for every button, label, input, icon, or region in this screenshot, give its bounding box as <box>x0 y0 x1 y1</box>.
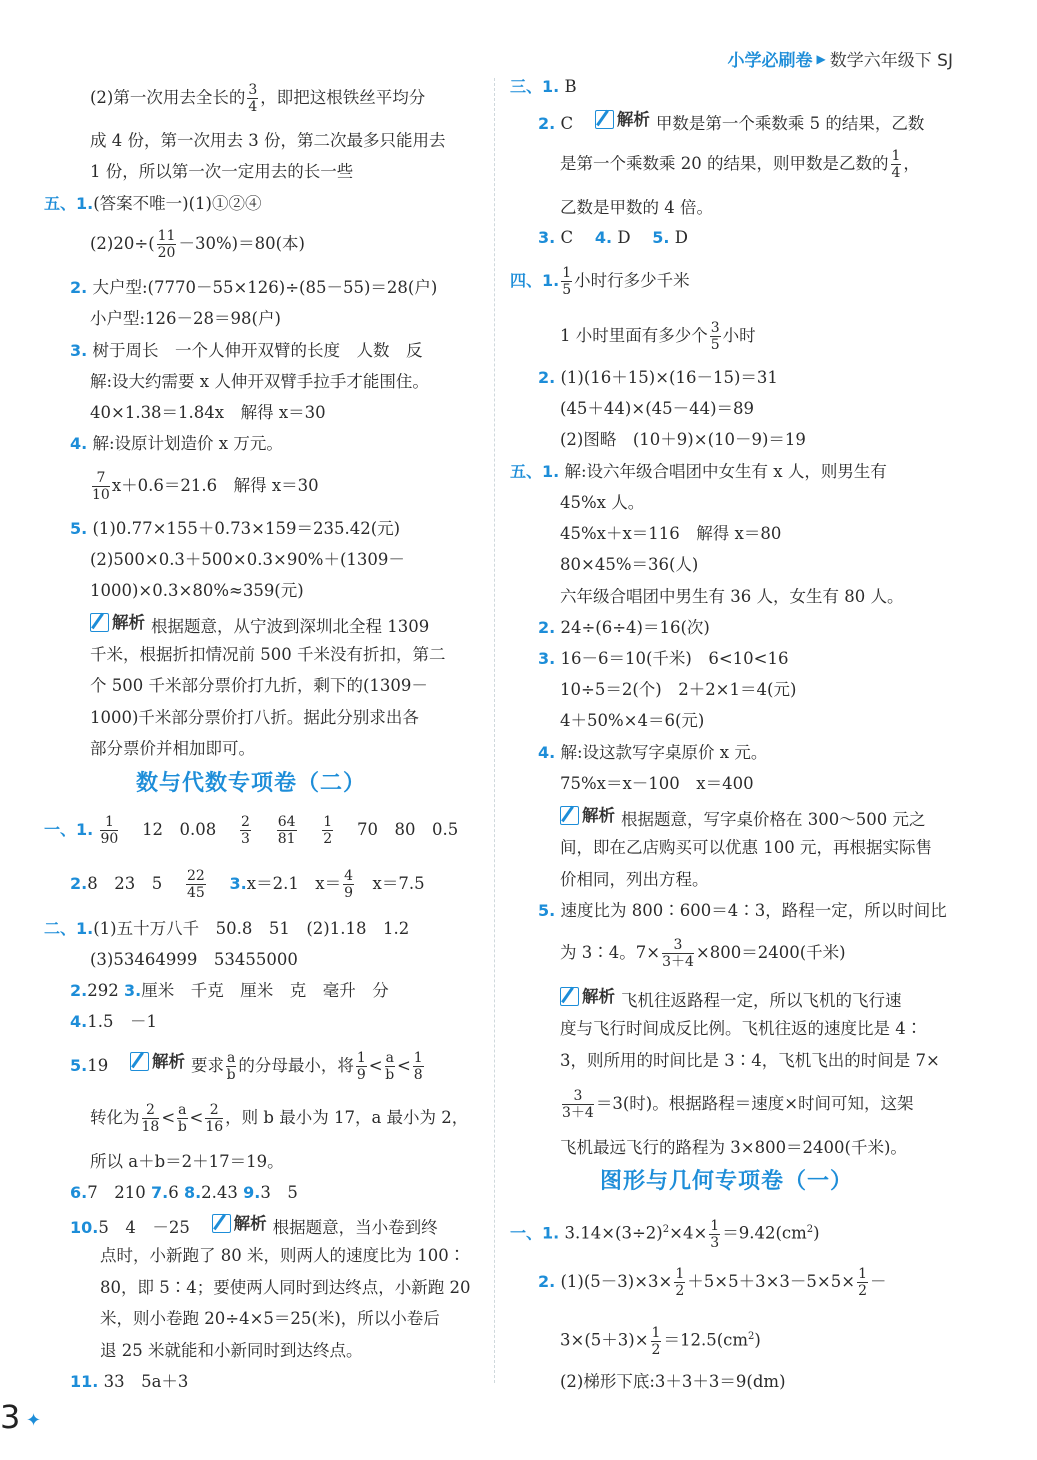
question-number: 4. <box>70 434 88 453</box>
question-number: 2. <box>538 618 556 637</box>
answer-line: (2)图略 (10＋9)×(10－9)＝19 <box>560 430 806 449</box>
answer-line: 1000)×0.3×80%≈359(元) <box>90 581 304 600</box>
answer-line: 45%x＋x＝116 解得 x＝80 <box>560 524 782 543</box>
fraction: $\frac{3}{4}$ <box>248 82 258 115</box>
page-number: 3 <box>0 1398 21 1436</box>
text: 8 23 5 <box>87 874 163 893</box>
text: 24÷(6÷4)＝16(次) <box>560 618 710 637</box>
text: 解:设原计划造价 x 万元。 <box>92 434 283 453</box>
analysis-line <box>90 607 429 642</box>
question-w-2 <box>538 612 710 643</box>
fraction: $\frac{2}{3}$ <box>241 814 250 847</box>
section-label: 四、 <box>510 271 543 290</box>
text: 大户型:(7770－55×126)÷(85－55)＝28(户) <box>92 278 438 297</box>
fraction: $\frac{a}{b}$ <box>226 1050 236 1083</box>
section-label: 三、 <box>510 77 543 96</box>
fraction: $\frac{1}{3}$ <box>710 1217 720 1251</box>
analysis-line: 度与飞行时间成反比例。飞机往返的速度比是 4∶ <box>560 1019 923 1038</box>
column-divider <box>494 78 495 1383</box>
question-number: 10. <box>70 1218 99 1237</box>
text: (1)五十万八千 50.8 51 (2)1.18 1.2 <box>93 919 410 938</box>
section-title: 数与代数专项卷（二） <box>136 771 367 796</box>
question-s-1 <box>510 71 577 102</box>
text: 292 <box>87 981 119 1000</box>
question-number: 5. <box>70 519 88 538</box>
answer-line: (2)梯形下底:3＋3＋3＝9(dm) <box>560 1372 786 1391</box>
question-number: 6. <box>70 1183 88 1202</box>
analysis-line <box>560 1088 914 1121</box>
analysis-badge: 解析 <box>212 1208 267 1239</box>
brand-name: 小学必刷卷 <box>727 51 813 71</box>
text: ) <box>813 1223 820 1243</box>
question-g-1 <box>510 1214 820 1251</box>
analysis-line: 个 500 千米部分票价打九折，剩下的(1309－ <box>90 676 428 695</box>
question-number: 2. <box>538 114 556 133</box>
question-4 <box>70 428 283 459</box>
answer-line <box>560 320 756 353</box>
analysis-line: 价相同，列出方程。 <box>560 870 709 889</box>
text: 7 210 <box>87 1183 146 1202</box>
analysis-line: 千米，根据折扣情况前 500 千米没有折扣，第二 <box>90 645 446 664</box>
text: 小时 <box>722 326 756 345</box>
question-number: 2. <box>538 368 556 387</box>
answer-line: 45%x 人。 <box>560 493 645 512</box>
analysis-badge: 解析 <box>595 104 650 135</box>
text: D <box>617 228 631 247</box>
sparkle-icon: ✦ <box>26 1410 42 1431</box>
question-e-10 <box>70 1208 438 1243</box>
question-number: 5. <box>652 228 670 247</box>
text: 3.14×(3÷2) <box>564 1223 663 1243</box>
fraction: $\frac{1}{2}$ <box>858 1266 867 1299</box>
analysis-line <box>560 800 925 835</box>
answer-line: (2)500×0.3＋500×0.3×90%＋(1309－ <box>90 550 405 569</box>
text: 根据题意，从宁波到深圳北全程 1309 <box>151 617 430 636</box>
question-number: 11. <box>70 1372 99 1391</box>
pencil-icon <box>130 1052 149 1071</box>
question-s-3-5 <box>538 222 688 253</box>
question-number: 3. <box>538 649 556 668</box>
text: 33 5a＋3 <box>103 1372 189 1391</box>
question-number: 1. <box>76 919 94 938</box>
text: 1.5 －1 <box>87 1012 157 1031</box>
text: ) <box>754 1330 761 1350</box>
page-header <box>728 46 953 71</box>
fraction: $\frac{7}{10}$ <box>92 470 110 503</box>
text: ，则 b 最小为 17，a 最小为 2， <box>225 1108 469 1127</box>
question-w-4 <box>538 737 767 768</box>
answer-line <box>560 1321 761 1358</box>
question-number: 4. <box>594 228 613 247</box>
text: 解:设六年级合唱团中女生有 x 人，则男生有 <box>564 462 887 481</box>
text: ×800＝2400(千米) <box>695 943 846 962</box>
text: B <box>564 77 577 96</box>
text: 5 4 －25 <box>98 1218 190 1237</box>
analysis-line: 80，即 5∶4；要使两人同时到达终点，小新跑 20 <box>100 1278 471 1297</box>
question-g-2 <box>538 1266 887 1299</box>
text: (2)20÷( <box>90 234 155 253</box>
question-number: 2. <box>70 981 88 1000</box>
question-f-1 <box>510 265 690 298</box>
question-number: 8. <box>183 1183 202 1202</box>
question-number: 1. <box>542 77 560 96</box>
text: ＝3(时)。根据路程＝速度×时间可知，这架 <box>595 1094 914 1113</box>
fraction: $\frac{a}{b}$ <box>385 1050 395 1083</box>
text: D <box>674 228 688 247</box>
text: x＋0.6＝21.6 解得 x＝30 <box>111 476 319 495</box>
answer-line: (45＋44)×(45－44)＝89 <box>560 399 755 418</box>
pencil-icon <box>90 613 109 632</box>
question-number: 1. <box>76 820 94 839</box>
text: 为 3∶4。7× <box>560 943 661 962</box>
section-label: 五、 <box>510 462 543 481</box>
text: 要求 <box>190 1056 224 1075</box>
question-number: 1. <box>542 462 560 481</box>
answer-line <box>90 228 305 261</box>
text: 3×(5＋3)× <box>560 1330 649 1350</box>
analysis-line: 1000)千米部分票价打八折。据此分别求出各 <box>90 708 419 727</box>
fraction: $\frac{a}{b}$ <box>177 1102 187 1135</box>
section-label: 一、 <box>510 1223 543 1243</box>
analysis-line: 间，即在乙店购买可以优惠 100 元，再根据实际售 <box>560 838 932 857</box>
answer-line: 40×1.38＝1.84x 解得 x＝30 <box>90 403 326 422</box>
question-number: 2. <box>70 278 88 297</box>
text: C <box>560 228 574 247</box>
analysis-line: 米，则小卷跑 20÷4×5＝25(米)，所以小卷后 <box>100 1309 440 1328</box>
answer-line: 4＋50%×4＝6(元) <box>560 711 705 730</box>
answer-line: 解:设大约需要 x 人伸开双臂手拉手才能围住。 <box>90 372 429 391</box>
question-2 <box>70 272 437 303</box>
question-e-6-9 <box>70 1177 298 1208</box>
analysis-badge: 解析 <box>560 981 615 1012</box>
fraction: $\frac{64}{81}$ <box>277 814 296 847</box>
question-number: 5. <box>70 1056 88 1075</box>
question-e-2-3 <box>70 975 389 1006</box>
question-number: 2. <box>538 1272 556 1291</box>
analysis-line: 退 25 米就能和小新同时到达终点。 <box>100 1341 363 1360</box>
fraction: $\frac{1}{90}$ <box>100 814 119 847</box>
superscript: 2 <box>806 1224 814 1235</box>
question-1-1 <box>44 814 458 847</box>
question-number: 9. <box>243 1183 261 1202</box>
text: (1)(5－3)×3× <box>560 1272 673 1291</box>
text: ×4× <box>669 1223 708 1243</box>
fraction: $\frac{1}{2}$ <box>675 1266 685 1299</box>
question-number: 1. <box>76 194 94 213</box>
answer-line <box>90 82 425 115</box>
question-number: 7. <box>150 1183 169 1202</box>
question-f-2 <box>538 362 778 393</box>
pencil-icon <box>560 806 579 825</box>
fraction: $\frac{1}{9}$ <box>356 1050 366 1083</box>
fraction: $\frac{2}{18}$ <box>141 1102 160 1135</box>
triangle-icon: ▶ <box>816 51 826 66</box>
text: 小时行多少千米 <box>574 271 690 290</box>
question-number: 3. <box>70 341 88 360</box>
pencil-icon <box>595 110 614 129</box>
text: 12 0.08 <box>142 820 217 839</box>
text: ＝9.42(cm <box>722 1223 807 1243</box>
text: －30%)＝80(本) <box>178 234 305 253</box>
text: 飞机往返路程一定，所以飞机的飞行速 <box>621 991 902 1010</box>
answer-line: 75%x＝x－100 x＝400 <box>560 774 754 793</box>
question-2-3 <box>70 868 425 901</box>
question-number: 3. <box>538 228 556 247</box>
question-number: 4. <box>538 743 556 762</box>
text: C <box>560 114 574 133</box>
answer-line: 六年级合唱团中男生有 36 人，女生有 80 人。 <box>560 587 904 606</box>
answer-line <box>560 937 846 970</box>
analysis-line: 部分票价并相加即可。 <box>90 739 255 758</box>
analysis-badge: 解析 <box>130 1046 185 1077</box>
question-e-4 <box>70 1006 157 1037</box>
question-e-11 <box>70 1366 188 1397</box>
text: － <box>870 1272 887 1291</box>
fraction: $\frac{4}{9}$ <box>344 868 354 901</box>
text: ＋5×5＋3×3－5×5× <box>687 1272 856 1291</box>
superscript: 2 <box>748 1331 755 1342</box>
answer-line: 80×45%＝36(人) <box>560 555 699 574</box>
fraction: $\frac{3}{5}$ <box>710 320 720 353</box>
text: 根据题意，写字桌价格在 300～500 元之 <box>621 810 926 829</box>
analysis-line: 点时，小新跑了 80 米，则两人的速度比为 100∶ <box>100 1246 466 1265</box>
fraction: $\frac{1}{8}$ <box>413 1050 423 1083</box>
text: (1)0.77×155＋0.73×159＝235.42(元) <box>92 519 401 538</box>
question-number: 1. <box>542 271 560 290</box>
analysis-badge: 解析 <box>560 800 615 831</box>
text: (2)第一次用去全长的 <box>90 88 246 107</box>
question-number: 4. <box>70 1012 88 1031</box>
text: 19 <box>87 1056 109 1075</box>
analysis-line: 所以 a＋b＝2＋17＝19。 <box>90 1152 284 1171</box>
text: (答案不唯一)(1)①②④ <box>93 194 262 213</box>
text: 速度比为 800∶600＝4∶3，路程一定，所以时间比 <box>560 901 947 920</box>
text: 1 小时里面有多少个 <box>560 326 708 345</box>
question-number: 1. <box>542 1223 560 1243</box>
question-e-1 <box>44 913 409 944</box>
analysis-line: 乙数是甲数的 4 倍。 <box>560 198 713 217</box>
fraction: $\frac{3}{3+4}$ <box>562 1088 594 1121</box>
question-5 <box>70 513 400 544</box>
superscript: 2 <box>662 1224 670 1235</box>
answer-line: 10÷5＝2(个) 2＋2×1＝4(元) <box>560 680 797 699</box>
text: ，即把这根铁丝平均分 <box>260 88 426 107</box>
section-label: 一、 <box>44 820 77 839</box>
question-number: 3. <box>229 874 247 893</box>
book-subtitle: 数学六年级下 SJ <box>829 51 953 71</box>
question-number: 5. <box>538 901 556 920</box>
analysis-line <box>560 981 902 1016</box>
text: 转化为 <box>90 1108 140 1127</box>
text: x＝7.5 <box>372 874 425 893</box>
text: 6 <box>168 1183 179 1202</box>
question-5-1 <box>44 188 261 219</box>
question-number: 3. <box>123 981 142 1000</box>
fraction: $\frac{1}{2}$ <box>651 1324 661 1358</box>
answer-line <box>90 470 319 503</box>
answer-line: 小户型:126－28＝98(户) <box>90 309 281 328</box>
answer-line: 1 份，所以第一次一定用去的长一些 <box>90 162 354 181</box>
section-label: 二、 <box>44 919 77 938</box>
text: 16－6＝10(千米) 6<10<16 <box>560 649 789 668</box>
analysis-line: 3，则所用的时间比是 3∶4，飞机飞出的时间是 7× <box>560 1051 940 1070</box>
text: 甲数是第一个乘数乘 5 的结果，乙数 <box>655 114 925 133</box>
fraction: $\frac{11}{20}$ <box>157 228 176 261</box>
pencil-icon <box>560 987 579 1006</box>
question-e-5: 5.19 解析 要求 $\frac{a}{b}$ 的分母最小，将 $\frac{1}{9}$ < $\frac{a}{b}$ < $\frac{1}{8}$ <box>70 1046 426 1083</box>
question-s-2 <box>538 104 924 139</box>
fraction: $\frac{22}{45}$ <box>186 868 205 901</box>
text: 3 5 <box>260 1183 298 1202</box>
text: 70 80 0.5 <box>356 820 459 839</box>
question-w-1 <box>510 456 887 487</box>
pencil-icon <box>212 1214 231 1233</box>
text: 厘米 千克 厘米 克 毫升 分 <box>141 981 389 1000</box>
fraction: $\frac{2}{16}$ <box>205 1102 224 1135</box>
question-number: 2. <box>70 874 88 893</box>
question-w-5 <box>538 895 947 926</box>
analysis-line: 是第一个乘数乘 20 的结果，则甲数是乙数的 $\frac{1}{4}$ ， <box>560 148 920 181</box>
fraction: $\frac{1}{5}$ <box>562 265 572 298</box>
fraction: $\frac{3}{3+4}$ <box>662 937 694 970</box>
text: x＝2.1 x＝ <box>246 874 342 893</box>
section-label: 五、 <box>44 194 77 213</box>
question-3 <box>70 335 422 366</box>
question-w-3 <box>538 643 788 674</box>
fraction: $\frac{1}{2}$ <box>323 814 333 847</box>
text: 是第一个乘数乘 20 的结果，则甲数是乙数的 <box>560 154 889 173</box>
text: (1)(16＋15)×(16－15)＝31 <box>560 368 778 387</box>
analysis-line: 转化为 $\frac{2}{18}$ < $\frac{a}{b}$ < $\frac{2}{16}$ ，则 b 最小为 17，a 最小为 2， <box>90 1102 469 1135</box>
section-title: 图形与几何专项卷（一） <box>600 1169 854 1194</box>
text: 2.43 <box>201 1183 238 1202</box>
analysis-badge: 解析 <box>90 607 145 638</box>
fraction: $\frac{1}{4}$ <box>891 148 901 181</box>
text: ＝12.5(cm <box>663 1330 749 1350</box>
text: 的分母最小，将 <box>238 1056 354 1075</box>
text: 根据题意，当小卷到终 <box>272 1218 438 1237</box>
answer-line: (3)53464999 53455000 <box>90 950 298 969</box>
answer-line: 成 4 份，第一次用去 3 份，第二次最多只能用去 <box>90 131 446 150</box>
text: 解:设这款写字桌原价 x 元。 <box>560 743 768 762</box>
text: 树于周长 一个人伸开双臂的长度 人数 反 <box>92 341 423 360</box>
analysis-line: 飞机最远飞行的路程为 3×800＝2400(千米)。 <box>560 1138 907 1157</box>
